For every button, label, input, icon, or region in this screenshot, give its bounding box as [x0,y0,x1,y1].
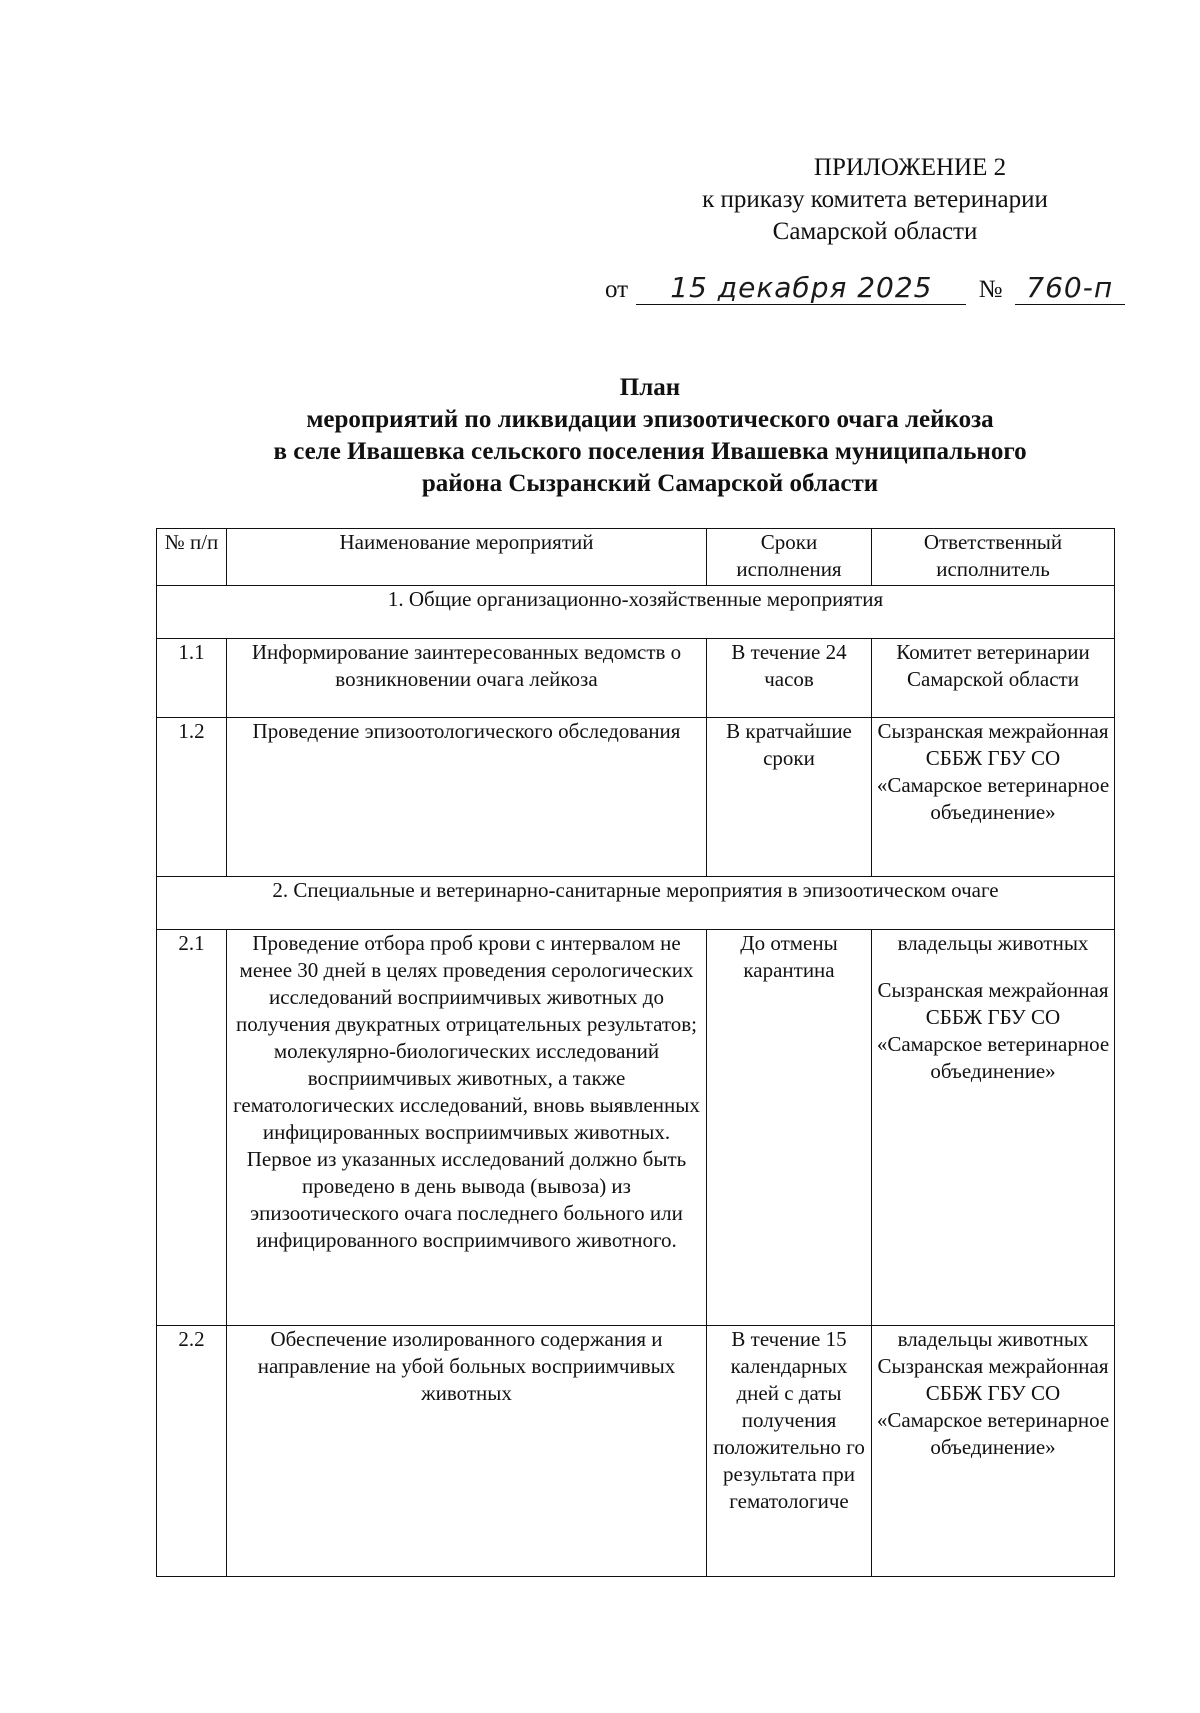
row-responsible: Сызранская межрайонная СББЖ ГБУ СО «Самарское ветеринарное объединение» [872,718,1115,877]
row-term: До отмены карантина [707,930,872,1326]
order-number: 760-п [1015,272,1125,305]
section-title-2: 2. Специальные и ветеринарно-санитарные мероприятия в эпизоотическом очаге [157,877,1115,930]
row-name: Проведение эпизоотологического обследования [227,718,707,877]
appendix-order-ref: к приказу комитета ветеринарии [702,186,1048,213]
plan-title [150,372,1150,500]
column-header-number: № п/п [157,529,227,586]
responsible-owners: владельцы животных [897,931,1089,955]
row-responsible [872,1326,1115,1577]
appendix-block [640,152,1110,248]
row-term: В течение 15 календарных дней с даты получения положительно го результата при гематологиче [707,1326,872,1577]
column-header-term: Сроки исполнения [707,529,872,586]
from-label: от [605,276,629,303]
column-header-name: Наименование мероприятий [227,529,707,586]
section-title-1: 1. Общие организационно-хозяйственные мероприятия [157,586,1115,639]
row-responsible: Комитет ветеринарии Самарской области [872,639,1115,718]
plan-title-line1: План [619,374,681,401]
table-row [157,639,1115,718]
section-row-1 [157,586,1115,639]
row-responsible [872,930,1115,1326]
row-number: 1.1 [157,639,227,718]
table-row [157,718,1115,877]
table-row [157,930,1115,1326]
row-name: Информирование заинтересованных ведомств о возникновении очага лейкоза [227,639,707,718]
order-date: 15 декабря 2025 [636,272,966,305]
appendix-region: Самарской области [772,218,978,245]
row-name-paragraph-2: Первое из указанных исследований должно быть проведено в день вывода (вывоза) из эпизоотического очага последнего больного или инфицированного восприимчивого животного. [246,1147,687,1252]
row-name: Обеспечение изолированного содержания и направление на убой больных восприимчивых животных [227,1326,707,1577]
column-header-responsible: Ответственный исполнитель [872,529,1115,586]
row-term: В кратчайшие сроки [707,718,872,877]
plan-title-line3: в селе Ивашевка сельского поселения Ивашевка муниципального [273,438,1027,465]
row-name [227,930,707,1326]
section-row-2 [157,877,1115,930]
row-term: В течение 24 часов [707,639,872,718]
plan-title-line2: мероприятий по ликвидации эпизоотического очага лейкоза [306,406,994,433]
row-number: 2.2 [157,1326,227,1577]
number-label: № [978,276,1003,303]
plan-title-line4: района Сызранский Самарской области [421,470,879,497]
order-line [605,272,1125,306]
responsible-service: Сызранская межрайонная СББЖ ГБУ СО «Самарское ветеринарное объединение» [876,978,1110,1083]
spacer [876,957,1110,977]
row-number: 1.2 [157,718,227,877]
responsible-service: Сызранская межрайонная СББЖ ГБУ СО «Самарское ветеринарное объединение» [876,1354,1110,1459]
table-header-row [157,529,1115,586]
appendix-title: ПРИЛОЖЕНИЕ 2 [813,154,1007,181]
row-number: 2.1 [157,930,227,1326]
responsible-owners: владельцы животных [897,1327,1089,1351]
plan-table [156,528,1115,1577]
table-row [157,1326,1115,1577]
row-name-paragraph-1: Проведение отбора проб крови с интервалом не менее 30 дней в целях проведения серологических исследований восприимчивых животных до получения двукратных отрицательных результатов; молекулярно-биологических исследований восприимчивых животных, а также гематологических исследований, вновь выявленных инфицированных восприимчивых животных. [233,931,700,1144]
